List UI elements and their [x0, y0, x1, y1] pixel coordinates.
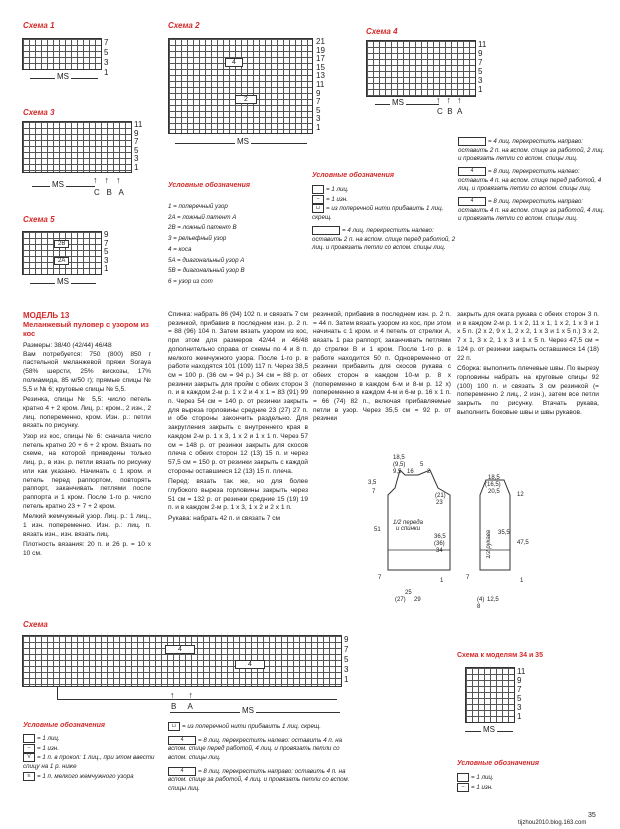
bottom-scheme-rapport-left [57, 686, 58, 700]
page-number: 35 [588, 812, 596, 819]
scheme-4-letters: C B A [437, 107, 463, 116]
dim-front-9-5a: (9,5) [393, 462, 406, 468]
dim-front-2: 2 [427, 469, 431, 475]
scheme-4-title: Схема 4 [366, 27, 398, 36]
scheme-34-35-title: Схема к моделям 34 и 35 [457, 652, 543, 659]
scheme-3-row-numbers: 11 9 7 5 3 1 [134, 120, 143, 172]
model-col2: Спинка: набрать 86 (94) 102 п. и связать 7 см резинкой, прибавив в последнем изн. р. 2 п. = 88 (96) 104 п. Затем вязать узором из кос, при этом для размеров 42/44 и 46/48 дополнительно справа от схемы по 4 и 8 п. мелкого жемчужного узора. После 1-го р. в работе находятся 101 (109) 117 п. Через 38,5 см = 100 р. (36 см = 94 р.) 34 см = 88 р. от резинки закрыть для пройм с обеих сторон 3 п. и в каждом 2-м р. 1 х 2 и 4 х 1 = 83 (91) 99 п. Через 54 см = 140 р. от резинки закрыть для выреза горловины средние 23 (27) 27 п. и обе стороны закончить раздельно. Для закругления закрыть с внутреннего края в каждом 2-м р. 1 х 3, 1 х 2 и 1 х 1 п. Через 57 см = 148 р. от резинки закрыть для скосов плеча с обеих сторон 12 (13) 15 п. и через 57,5 см = 150 р. от резинки закрыть с каждой стороны оставшиеся 12 (13) 15 п. плеча. Перед: вязать так же, но для более глубокого выреза горловины закрыть через 51 см = 132 р. от резинки средние 15 (19) 19 п. и в каждом 2-м р. 1 х 3, 1 х 2 и 2 х 1 п. Рукава: набрать 42 п. и связать 7 см [168, 311, 308, 523]
dim-front-27: (27) [395, 597, 406, 603]
increase-symbol: ⊔ [168, 722, 180, 731]
model-subtitle: Меланжевый пуловер с узором из кос [23, 320, 149, 338]
scheme-5-cell-2a: 2A [54, 257, 69, 265]
dim-front-36-5: 36,5 [434, 534, 446, 540]
scheme-34-35-legend-title: Условные обозначения [457, 760, 540, 767]
sleeve-label: 1/2 рукава [486, 530, 492, 559]
scheme-5-cell-2b: 2B [54, 240, 69, 248]
model-col1: Размеры: 38/40 (42/44) 46/48 Вам потребуется: 750 (800) 850 г пастельной меланжевой пряжи Soraya (58% шерсти, 25% вискозы, 17% полиамида, 85 м/50 г); прямые спицы № 5,5 и № 6; круговые спицы № 5,5. Резинка, спицы № 5,5: число петель кратно 4 + 2 кром. Лиц. р.: кром., 2 изн., 2 лиц. попеременно, кром. Изн. р.: петли вязать по рисунку. Узор из кос, спицы № 6: сначала число петель кратно 20 + 6 + 2 кром. Вязать по схеме, на которой приведены только лиц. р., в изн. р. петли вязать по рисунку или как указано. Начинать с 1 кром. и петель перед раппортом, повторять раппорт, заканчивать петлями после раппорта и 1 кром. После 1-го р. число петель кратно 23 + 7 + 2 кром. Мелкий жемчужный узор. Лиц. р.: 1 лиц., 1 изн. попеременно. Изн. р.: лиц. п. вязать изн., изн. вязать лиц. Плотность вязания: 20 п. и 26 р. = 10 х 10 см. [23, 342, 151, 558]
model-col4: закрыть для оката рукава с обеих сторон 3 п. и в каждом 2-м р. 1 х 2, 11 х 1, 1 х 2, 1 х 3 и 1 х 5 п. (2 х 2, 9 х 1, 2 х 2, 1 х 3 и 1 х 5 п.) 3 х 2, 7 х 1, 3 х 2, 1 х 3 и 1 х 5 п. Через 47,5 см = 124 р. от резинки закрыть оставшиеся 14 (18) 22 п. Сборка: выполнить плечевые швы. По вырезу горловины набрать на круговые спицы 92 (100) 100 п. и связать 3 см резинкой (= попеременно 2 лиц., 2 изн.), затем все петли закрыть по рисунку. Втачать рукава, выполнить боковые швы и швы рукавов. [457, 311, 599, 416]
bottom-scheme-cable: 4 [235, 660, 265, 669]
dim-front-34: 34 [436, 548, 443, 554]
bottom-scheme-letters: B A [171, 702, 193, 711]
dim-front-9-5b: 9,5 [393, 469, 402, 475]
scheme-1-row-numbers: 7 5 3 1 [104, 38, 109, 77]
legend-right-title: Условные обозначения [312, 172, 395, 179]
purl-symbol: – [457, 783, 469, 792]
dim-front-23: 23 [436, 500, 443, 506]
scheme-4-arrows: ↑↑↑ [436, 95, 468, 105]
model-col3: резинкой, прибавив в последнем изн. р. 2 п. = 44 п. Затем вязать узором из кос, при этом начинать с 1 кром. и 4 петель от стрелки А, вязать 1 раз раппорт, заканчивать петлями до стрелки В и 1 кром. После 1-го р. в работе находится 50 п. Одновременно от резинки прибавить для скосов рукава с обеих сторон в каждом 10-м р. 8 х (попеременно в каждом 6-м и 8-м р. 12 х) попеременно в каждом 4-м и 6-м р. 16 х 1 п. = 66 (74) 82 п., включая прибавляемые петли в узор. Через 35,5 см = 92 р. от резинки [313, 311, 451, 423]
dim-sleeve-1: 1 [520, 578, 524, 584]
scheme-2-title: Схема 2 [168, 21, 200, 30]
scheme-3-ms: MS [52, 180, 64, 189]
dim-front-7-bottom: 7 [378, 575, 382, 581]
dim-front-36: (36) [434, 541, 445, 547]
scheme-2-cable-cell: 4 [225, 58, 243, 67]
dim-front-7-top: 7 [372, 489, 376, 495]
dim-front-18-5: 18,5 [393, 455, 405, 461]
scheme-34-35-ms: MS [483, 725, 495, 734]
scheme-4-grid [366, 40, 476, 97]
dim-sleeve-20-5: 20,5 [488, 489, 500, 495]
cross-left-4-symbol [312, 226, 340, 235]
bottom-scheme-arrows: ↑↑ [170, 690, 207, 700]
legend-right-col2: = 4 лиц. перекрестить направо: оставить 2 п. на вспом. спице за работой, 2 лиц. и провязать петли со вспом. спицы лиц. 4 = 8 лиц. перекрестить налево: оставить 4 п. на вспом. спице перед работой, 4 лиц. и провязать петли со вспом. спицы лиц. 4 = 8 лиц. перекрестить направо: оставить 4 п. на вспом. спице за работой, 4 лиц. и провязать петли со вспом. спицы лиц. [458, 138, 605, 223]
bottom-scheme-grid [22, 635, 342, 687]
dim-front-29: 29 [414, 597, 421, 603]
cross-right-8-symbol: 4 [458, 197, 486, 206]
dim-sleeve-12-5: 12,5 [487, 597, 499, 603]
scheme-34-35-legend: = 1 лиц. – = 1 изн. [457, 773, 597, 792]
dim-sleeve-35-5: 35,5 [498, 530, 510, 536]
scheme-2-row-numbers: 21 19 17 15 13 11 9 7 5 3 1 [316, 37, 325, 132]
model-title: МОДЕЛЬ 13 [23, 311, 70, 320]
pierced-stitch-symbol: V [23, 753, 35, 762]
purl-symbol: – [312, 195, 324, 204]
scheme-1-ms: MS [57, 72, 69, 81]
scheme-2-cable-cell: 2 [235, 95, 257, 104]
dim-front-25: 25 [405, 590, 412, 596]
scheme-1-grid [22, 38, 102, 70]
scheme-5-ms: MS [57, 277, 69, 286]
knit-symbol [23, 734, 35, 743]
legend-bottom-title: Условные обозначения [23, 722, 106, 729]
increase-symbol: ⊔ [312, 204, 324, 213]
scheme-3-arrows: ↑↑↑ [93, 175, 128, 185]
purl-symbol: – [23, 744, 35, 753]
dim-sleeve-16-5: (16,5) [485, 482, 501, 488]
dim-front-51: 51 [374, 527, 381, 533]
scheme-4-ms: MS [392, 98, 404, 107]
dim-sleeve-7: 7 [466, 575, 470, 581]
dim-sleeve-4: (4) [477, 597, 485, 603]
knit-symbol [312, 185, 324, 194]
legend-mid-list: 1 = поперечный узор 2A = ложный патент A 2B = ложный патент B 3 = рельефный узор 4 = коса 5A = диагональный узор A 5B = диагональный узор B 6 = узор из сот [168, 203, 245, 285]
legend-bottom-mid: ⊔ = из поперечной нити прибавить 1 лиц. скрещ. 4 = 8 лиц. перекрестить налево: оставить 4 п. на вспом. спице перед работой, 4 лиц. и провязать петли со вспом. спицы лиц. 4 = 8 лиц. перекрестить направо: оставить 4 п. на вспом. спице за работой, 4 лиц. и провязать петли со вспом. спицы лиц. [168, 723, 350, 792]
scheme-4-ms-line [375, 104, 439, 105]
cross-right-4-symbol [458, 137, 486, 146]
bottom-scheme-ms: MS [242, 706, 254, 715]
bottom-scheme-row-numbers: 9 7 5 3 1 [344, 635, 349, 684]
scheme-2-ms: MS [237, 137, 249, 146]
dim-sleeve-12: 12 [517, 492, 524, 498]
scheme-2-grid [168, 38, 313, 134]
dim-sleeve-47-5: 47,5 [517, 540, 529, 546]
dim-front-5: 5 [420, 462, 424, 468]
legend-bottom-left: = 1 лиц. – = 1 изн. V = 1 п. в прокол: 1 лиц., при этом ввести спицу на 1 р. ниже ≡ = 1 п. мелкого жемчужного узора [23, 735, 155, 780]
knit-symbol [457, 773, 469, 782]
scheme-5-title: Схема 5 [23, 215, 55, 224]
scheme-34-35-grid [465, 667, 515, 723]
dim-front-3-5: 3,5 [368, 480, 377, 486]
bottom-scheme-cable: 4 [165, 645, 195, 654]
legend-right-col1: = 1 лиц. – = 1 изн. ⊔ = из поперечной нити прибавить 1 лиц. скрещ. = 4 лиц. перекрестить налево: оставить 2 п. на вспом. спице перед работой, 2 лиц. и провязать петли со вспом. спицы лиц. [312, 186, 456, 252]
bottom-scheme-title: Схема [23, 620, 48, 629]
source-url: tijzhou2010.blog.163.com [518, 820, 587, 826]
dim-sleeve-8: 8 [477, 604, 481, 610]
cross-left-8-symbol: 4 [458, 167, 486, 176]
dim-front-21: (21) [435, 493, 446, 499]
cross-right-8-symbol: 4 [168, 767, 196, 776]
front-label: 1/2 переда и спинки [393, 520, 423, 532]
scheme-3-title: Схема 3 [23, 108, 55, 117]
scheme-5-grid [22, 231, 102, 275]
scheme-5-row-numbers: 9 7 5 3 1 [104, 230, 109, 273]
scheme-3-grid [22, 121, 132, 173]
dim-front-1: 1 [440, 578, 444, 584]
scheme-34-35-row-numbers: 11 9 7 5 3 1 [517, 667, 526, 721]
scheme-4-row-numbers: 11 9 7 5 3 1 [478, 40, 487, 94]
scheme-3-letters: C B A [94, 188, 124, 197]
cross-left-8-symbol: 4 [168, 736, 196, 745]
dim-sleeve-18-5: 18,5 [488, 475, 500, 481]
scheme-1-title: Схема 1 [23, 21, 55, 30]
dim-front-16: 16 [407, 469, 414, 475]
seed-stitch-symbol: ≡ [23, 772, 35, 781]
legend-mid-title: Условные обозначения [168, 182, 251, 189]
